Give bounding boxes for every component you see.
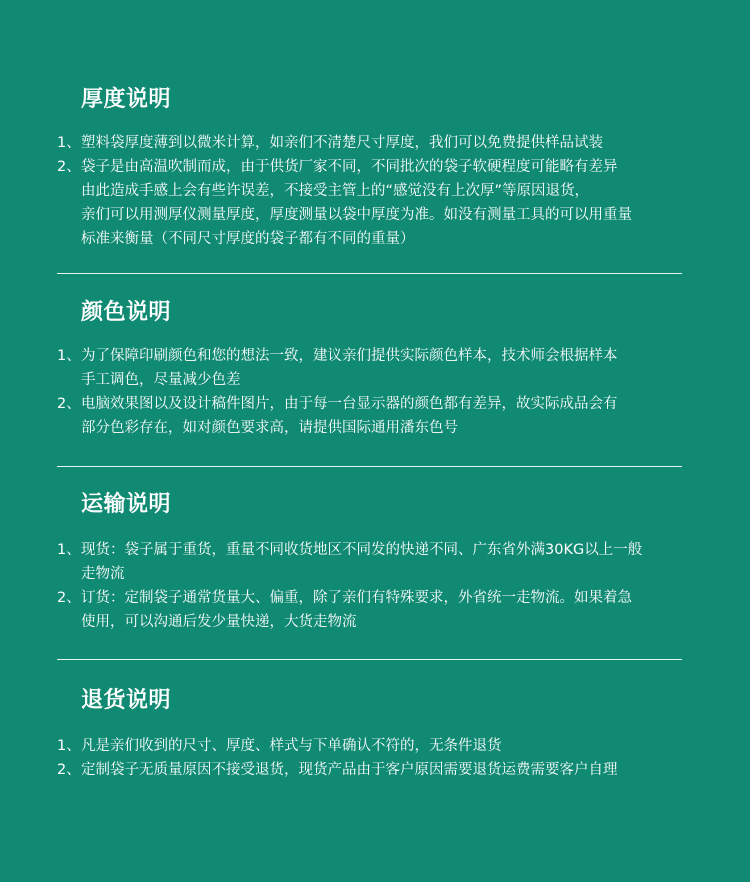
color-list <box>57 344 697 440</box>
section-divider <box>57 659 682 660</box>
color-title: 颜色说明 <box>81 300 172 325</box>
item-line: 定制袋子无质量原因不接受退货，现货产品由于客户原因需要退货运费需要客户自理 <box>81 762 618 778</box>
item-text <box>81 155 697 251</box>
item-line: 走物流 <box>81 566 125 582</box>
item-number: 1、 <box>57 738 81 754</box>
item-line: 手工调色，尽量减少色差 <box>81 372 241 388</box>
item-number: 2、 <box>57 396 81 412</box>
item-number: 2、 <box>57 762 81 778</box>
section-divider <box>57 273 682 274</box>
item-text <box>81 392 697 440</box>
item-text <box>81 734 697 758</box>
item-line: 部分色彩存在，如对颜色要求高，请提供国际通用潘东色号 <box>81 420 458 436</box>
item-number: 1、 <box>57 348 81 364</box>
item-line: 塑料袋厚度薄到以微米计算，如亲们不清楚尺寸厚度，我们可以免费提供样品试装 <box>81 135 603 151</box>
shipping-title: 运输说明 <box>81 492 172 517</box>
item-text <box>81 131 697 155</box>
item-line: 订货：定制袋子通常货量大、偏重，除了亲们有特殊要求，外省统一走物流。如果着急 <box>81 590 632 606</box>
list-item <box>57 734 697 758</box>
item-text <box>81 538 697 586</box>
list-item <box>57 538 697 586</box>
list-item <box>57 131 697 155</box>
list-item <box>57 392 697 440</box>
item-line: 标准来衡量（不同尺寸厚度的袋子都有不同的重量） <box>81 231 415 247</box>
item-text <box>81 344 697 392</box>
item-number: 1、 <box>57 135 81 151</box>
list-item <box>57 586 697 634</box>
item-line: 电脑效果图以及设计稿件图片，由于每一台显示器的颜色都有差异，故实际成品会有 <box>81 396 618 412</box>
item-line: 袋子是由高温吹制而成，由于供货厂家不同，不同批次的袋子软硬程度可能略有差异 <box>81 159 618 175</box>
item-text <box>81 758 697 782</box>
list-item <box>57 344 697 392</box>
item-line: 凡是亲们收到的尺寸、厚度、样式与下单确认不符的，无条件退货 <box>81 738 502 754</box>
shipping-list <box>57 538 697 634</box>
list-item <box>57 155 697 251</box>
list-item <box>57 758 697 782</box>
item-text <box>81 586 697 634</box>
thickness-list <box>57 131 697 251</box>
returns-list <box>57 734 697 782</box>
item-line: 亲们可以用测厚仪测量厚度，厚度测量以袋中厚度为准。如没有测量工具的可以用重量 <box>81 207 632 223</box>
item-line: 现货：袋子属于重货，重量不同收货地区不同发的快递不同、广东省外满30KG以上一般 <box>81 542 643 558</box>
item-number: 2、 <box>57 590 81 606</box>
thickness-title: 厚度说明 <box>81 87 172 112</box>
item-number: 1、 <box>57 542 81 558</box>
returns-title: 退货说明 <box>81 688 172 713</box>
section-divider <box>57 466 682 467</box>
item-number: 2、 <box>57 159 81 175</box>
item-line: 使用，可以沟通后发少量快递，大货走物流 <box>81 614 357 630</box>
item-line: 由此造成手感上会有些许误差，不接受主管上的“感觉没有上次厚”等原因退货， <box>81 183 590 199</box>
item-line: 为了保障印刷颜色和您的想法一致，建议亲们提供实际颜色样本，技术师会根据样本 <box>81 348 618 364</box>
